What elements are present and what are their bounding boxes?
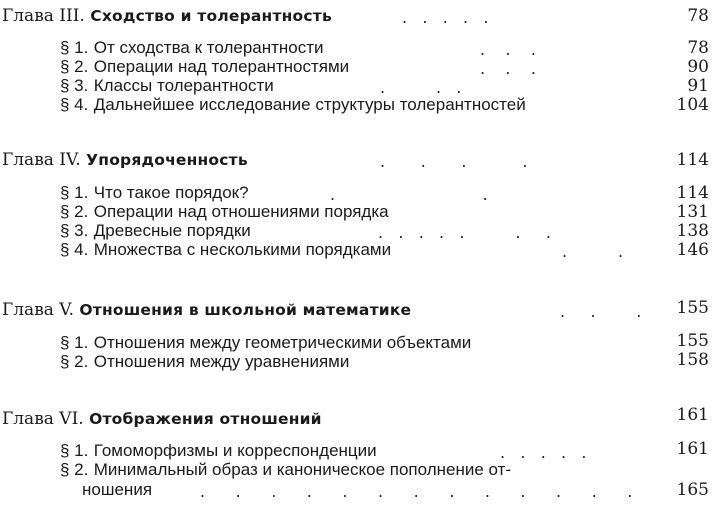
section-entry <box>60 183 249 203</box>
section-number: § 1. <box>60 441 89 460</box>
section-title: Что такое порядок? <box>93 183 249 202</box>
section-title: Гомоморфизмы и корреспонденции <box>93 441 377 460</box>
page-number: 90 <box>687 57 709 77</box>
page-number: 161 <box>676 405 709 425</box>
dot-leader: . . . . <box>380 152 528 171</box>
chapter-heading <box>2 300 411 320</box>
section-entry <box>60 202 389 222</box>
dot-leader: . . . <box>380 78 462 97</box>
page-number: 131 <box>676 202 709 222</box>
section-number: § 1. <box>60 38 89 57</box>
chapter-heading <box>2 6 332 26</box>
chapter-label: Глава VI. <box>2 409 84 429</box>
page-number: 104 <box>676 95 709 115</box>
section-number: § 1. <box>60 333 89 352</box>
section-number: § 4. <box>60 95 89 114</box>
chapter-label: Глава III. <box>2 6 85 26</box>
section-number: § 2. <box>60 460 89 479</box>
dot-leader: . . . . . . . . . . . . . <box>200 482 633 501</box>
section-title-cont: ношения <box>82 480 153 499</box>
section-entry <box>60 95 526 115</box>
section-entry <box>60 76 274 96</box>
dot-leader: . . . . . <box>402 8 489 27</box>
chapter-label: Глава V. <box>2 300 75 320</box>
section-number: § 3. <box>60 76 89 95</box>
chapter-heading <box>2 150 248 170</box>
section-number: § 4. <box>60 240 89 259</box>
section-title-continuation <box>82 480 152 500</box>
page-number: 165 <box>676 480 709 500</box>
section-title: Отношения между уравнениями <box>93 352 350 371</box>
section-entry <box>60 57 349 77</box>
page-number: 78 <box>687 38 709 58</box>
page-number: 155 <box>676 331 709 351</box>
page-number: 161 <box>676 439 709 459</box>
section-title: Операции над толерантностями <box>93 57 350 76</box>
section-number: § 2. <box>60 57 89 76</box>
chapter-label: Глава IV. <box>2 150 81 170</box>
dot-leader: . . <box>330 185 488 204</box>
dot-leader: . . . <box>560 302 642 321</box>
page-number: 114 <box>676 183 709 203</box>
section-entry <box>60 221 251 241</box>
section-entry <box>60 38 324 58</box>
section-title: Операции над отношениями порядка <box>93 202 389 221</box>
chapter-title: Упорядоченность <box>86 151 248 169</box>
section-title: Дальнейшее исследование структуры толерантностей <box>93 95 526 114</box>
section-entry <box>60 240 391 260</box>
section-title: Отношения между геометрическими объектами <box>93 333 472 352</box>
section-entry <box>60 333 471 353</box>
section-entry <box>60 460 511 480</box>
chapter-title: Сходство и толерантность <box>90 7 332 25</box>
dot-leader: . . . <box>480 59 536 78</box>
section-entry <box>60 352 349 372</box>
section-title: Классы толерантности <box>93 76 274 95</box>
page-number: 91 <box>687 76 709 96</box>
dot-leader: . . . . . . . <box>378 223 551 242</box>
section-number: § 3. <box>60 221 89 240</box>
section-entry <box>60 441 377 461</box>
section-title: Древесные порядки <box>93 221 251 240</box>
page-number: 138 <box>676 221 709 241</box>
section-number: § 2. <box>60 202 89 221</box>
page-number: 158 <box>676 350 709 370</box>
page-number: 146 <box>676 240 709 260</box>
section-title: От сходства к толерантности <box>93 38 324 57</box>
page-number: 155 <box>676 298 709 318</box>
section-number: § 1. <box>60 183 89 202</box>
dot-leader: . . <box>562 242 624 261</box>
chapter-heading <box>2 409 322 429</box>
chapter-title: Отображения отношений <box>89 410 322 428</box>
dot-leader: . . . . . <box>500 443 587 462</box>
dot-leader: . . . <box>480 40 536 59</box>
page-number: 78 <box>687 6 709 26</box>
section-title: Множества с несколькими порядками <box>93 240 392 259</box>
section-title: Минимальный образ и каноническое пополнение от- <box>93 460 512 479</box>
section-number: § 2. <box>60 352 89 371</box>
page-number: 114 <box>676 150 709 170</box>
chapter-title: Отношения в школьной математике <box>79 301 412 319</box>
